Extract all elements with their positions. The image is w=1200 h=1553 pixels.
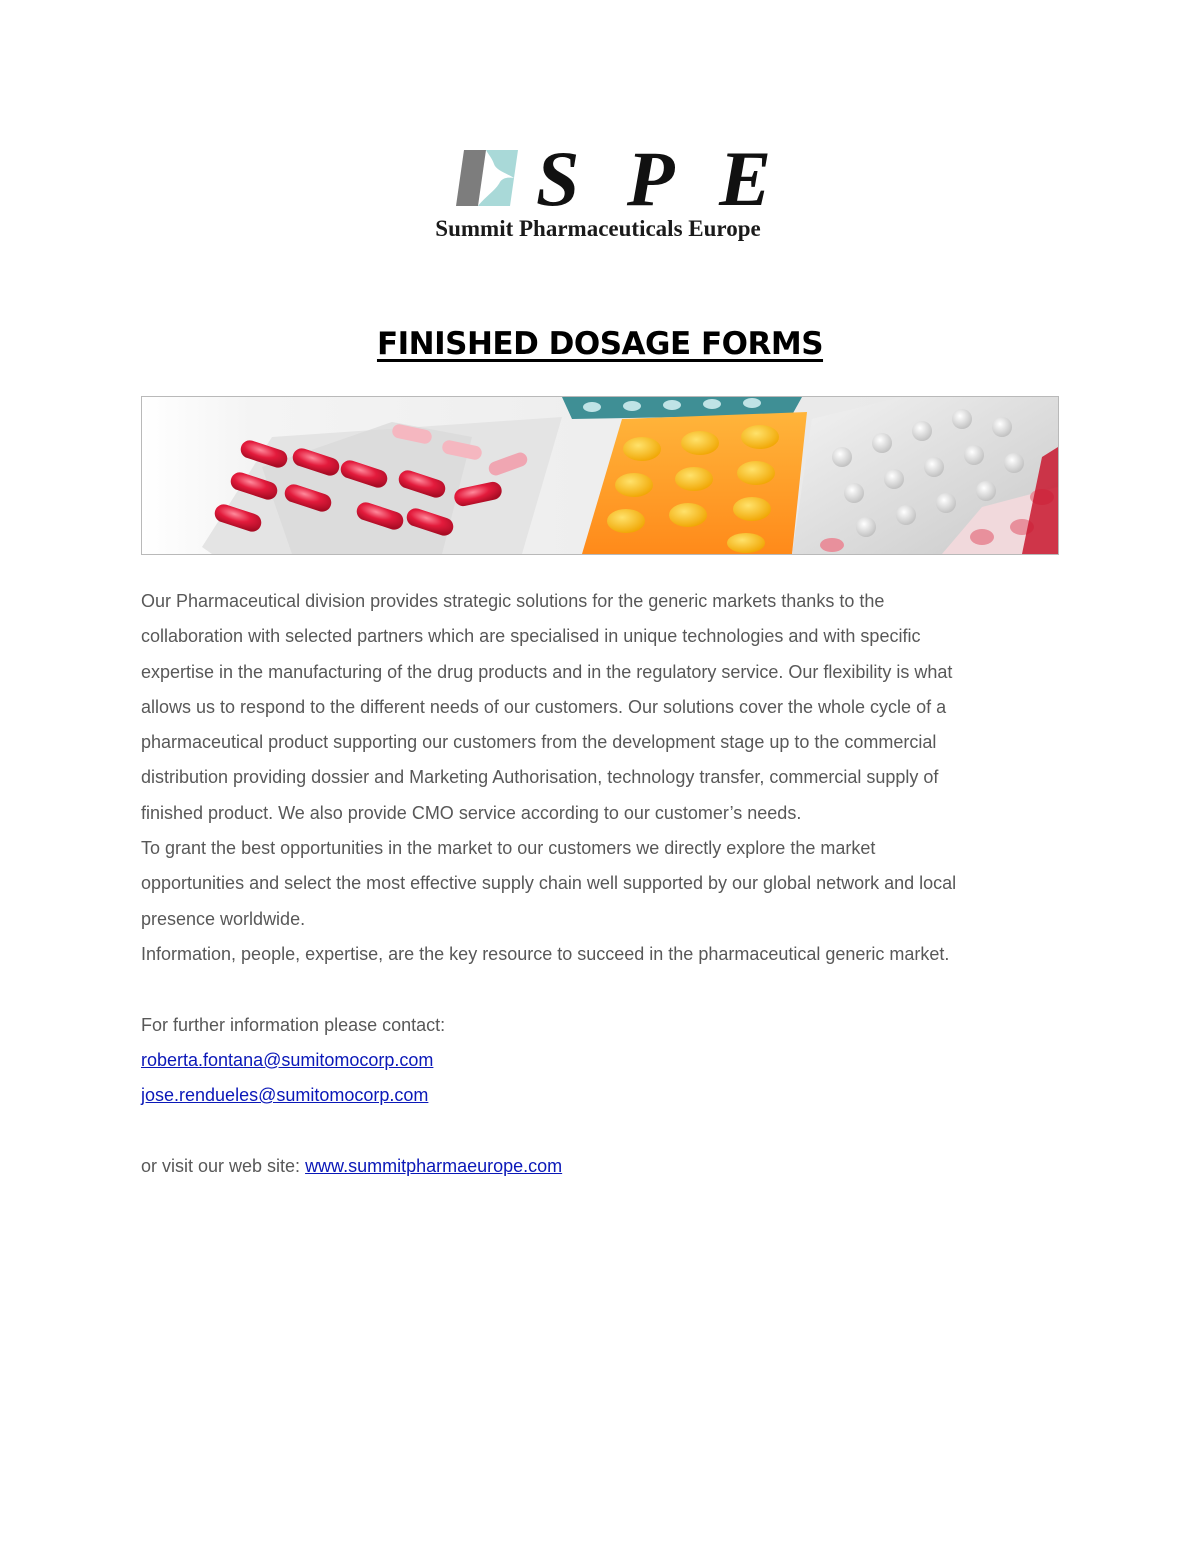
spe-logo-mark-icon bbox=[456, 150, 518, 206]
logo-letters: S P E bbox=[536, 135, 786, 222]
body-line: To grant the best opportunities in the market to our customers we directly explore the market bbox=[141, 838, 876, 859]
contact-intro: For further information please contact: bbox=[141, 1014, 446, 1035]
email-link-jose[interactable]: jose.rendueles@sumitomocorp.com bbox=[141, 1085, 429, 1106]
contact-email-line bbox=[141, 1078, 1051, 1113]
body-line: Our Pharmaceutical division provides strategic solutions for the generic markets thanks to the bbox=[141, 591, 885, 611]
email-link-roberta[interactable]: roberta.fontana@sumitomocorp.com bbox=[141, 1049, 434, 1070]
body-line: expertise in the manufacturing of the drug products and in the regulatory service. Our flexibility is what bbox=[141, 661, 953, 682]
spacer bbox=[141, 972, 1051, 1007]
body-line: presence worldwide. bbox=[141, 908, 306, 929]
website-link[interactable]: www.summitpharmaeurope.com bbox=[305, 1155, 563, 1176]
contact-email-line bbox=[141, 1043, 1051, 1078]
body-line: collaboration with selected partners which are specialised in unique technologies and with specific bbox=[141, 626, 921, 647]
content-body bbox=[141, 584, 1051, 1184]
website-prefix: or visit our web site: bbox=[141, 1155, 306, 1176]
body-line: pharmaceutical product supporting our customers from the development stage up to the commercial bbox=[141, 732, 937, 753]
body-line: Information, people, expertise, are the key resource to succeed in the pharmaceutical generic market. bbox=[141, 943, 950, 964]
body-line: opportunities and select the most effective supply chain well supported by our global network and local bbox=[141, 873, 957, 894]
body-line: finished product. We also provide CMO service according to our customer’s needs. bbox=[141, 802, 802, 823]
company-name: Summit Pharmaceuticals Europe bbox=[435, 216, 761, 241]
banner-image bbox=[141, 396, 1059, 555]
page-title: FINISHED DOSAGE FORMS bbox=[376, 326, 824, 362]
company-logo bbox=[406, 135, 790, 246]
website-line bbox=[141, 1149, 1051, 1184]
body-line: distribution providing dossier and Marketing Authorisation, technology transfer, commercial supply of bbox=[141, 767, 939, 788]
body-line: allows us to respond to the different needs of our customers. Our solutions cover the whole cycle of a bbox=[141, 696, 947, 717]
blister-packs-photo-icon bbox=[142, 397, 1058, 554]
spacer bbox=[141, 1113, 1051, 1148]
